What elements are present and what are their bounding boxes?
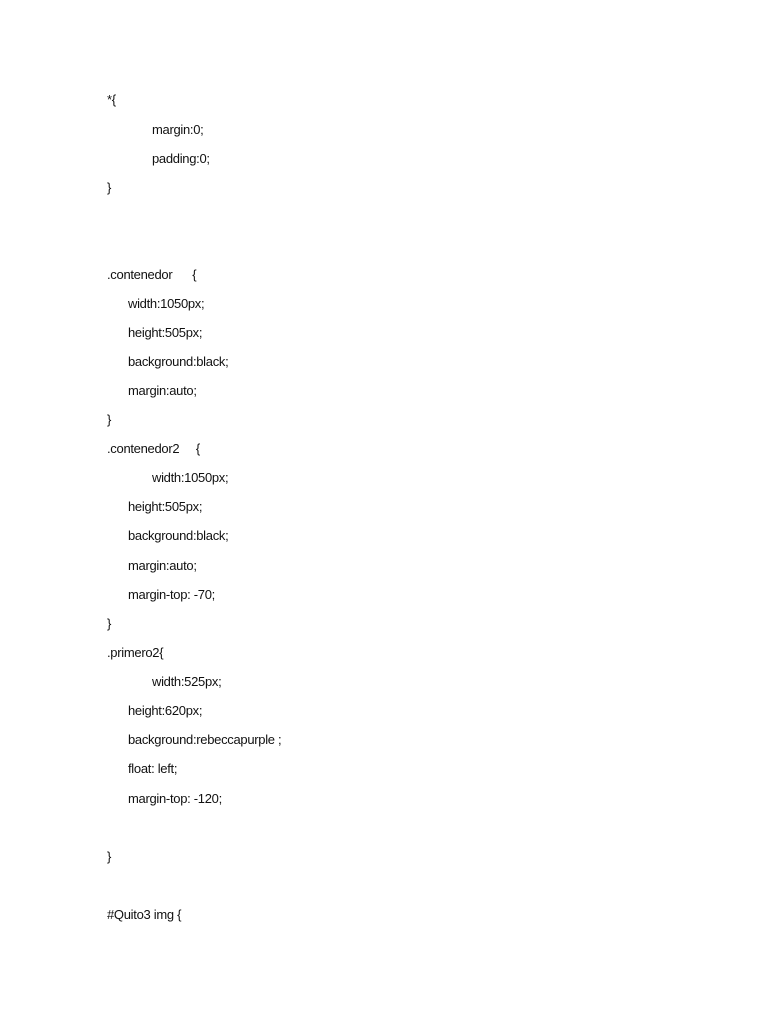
code-line: }	[107, 180, 112, 195]
code-line: }	[107, 412, 112, 427]
code-line: height:505px;	[128, 499, 203, 514]
code-line: width:1050px;	[128, 296, 205, 311]
code-line: background:black;	[128, 528, 229, 543]
code-line: width:1050px;	[152, 470, 229, 485]
code-line: float: left;	[128, 761, 178, 776]
code-line: *{	[107, 92, 116, 107]
code-line: background:black;	[128, 354, 229, 369]
code-line: margin-top: -120;	[128, 791, 222, 806]
code-line: padding:0;	[152, 151, 210, 166]
code-line: width:525px;	[152, 674, 222, 689]
code-line: height:505px;	[128, 325, 203, 340]
code-line: #Quito3 img {	[107, 907, 182, 922]
code-line: .primero2{	[107, 645, 164, 660]
code-line: height:620px;	[128, 703, 203, 718]
code-line: .contenedor {	[107, 267, 197, 282]
code-line: }	[107, 616, 112, 631]
code-line: background:rebeccapurple ;	[128, 732, 282, 747]
code-line: margin-top: -70;	[128, 587, 215, 602]
code-line: }	[107, 849, 112, 864]
code-line: margin:auto;	[128, 558, 197, 573]
code-line: .contenedor2 {	[107, 441, 200, 456]
code-line: margin:auto;	[128, 383, 197, 398]
code-line: margin:0;	[152, 122, 204, 137]
